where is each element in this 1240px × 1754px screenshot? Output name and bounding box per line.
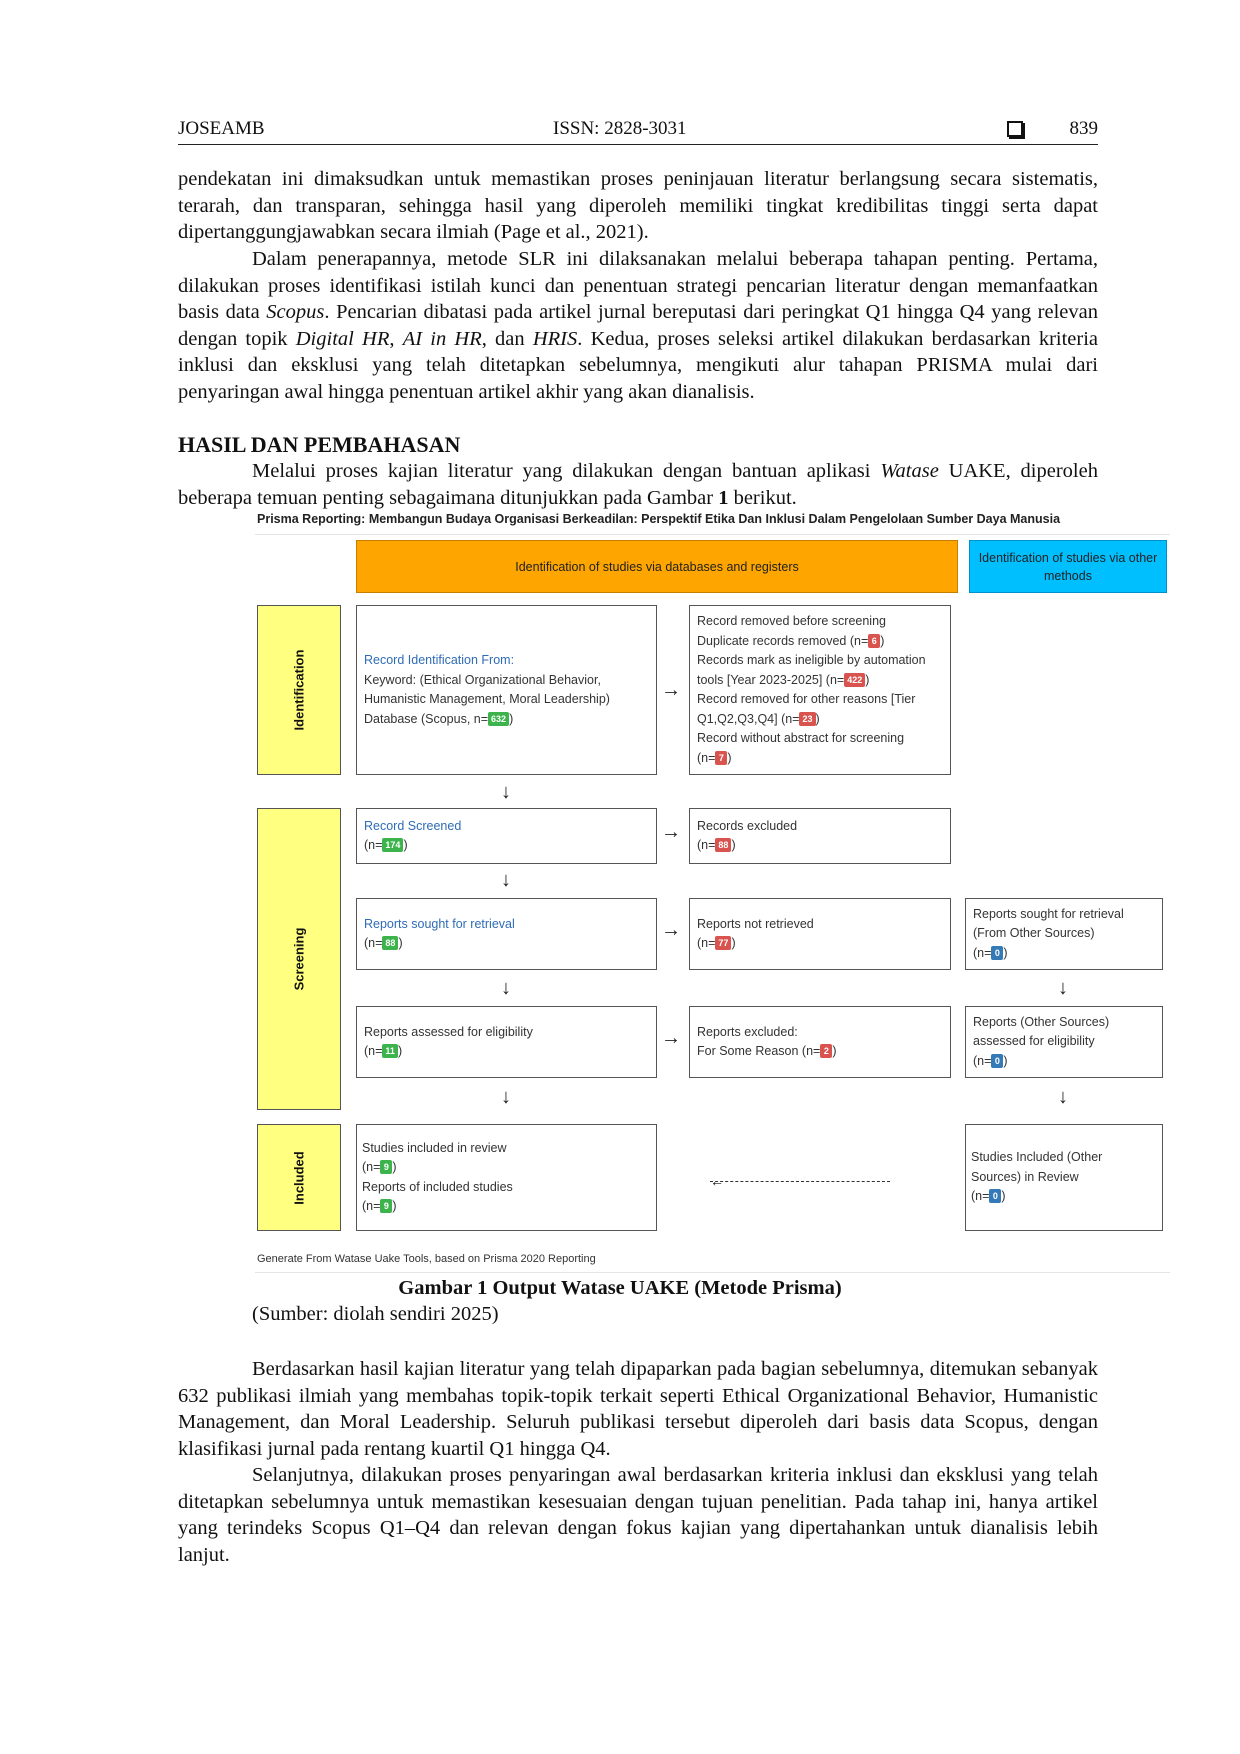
paragraph-3 bbox=[178, 458, 1098, 511]
text-run: ) bbox=[397, 1044, 403, 1058]
count-badge: 0 bbox=[991, 1054, 1003, 1068]
arrow-down-icon: ↓ bbox=[501, 977, 511, 999]
text-run: ) bbox=[865, 672, 870, 687]
count-badge: 23 bbox=[799, 712, 815, 726]
text-run: ) bbox=[731, 936, 736, 950]
bold-figure-number: 1 bbox=[718, 486, 729, 509]
count-badge: 0 bbox=[989, 1189, 1001, 1203]
text-line: Record removed before screening bbox=[697, 614, 886, 628]
count-line bbox=[697, 1042, 943, 1062]
text-run: Records mark as ineligible by automation tools [Year 2023-2025] (n= bbox=[697, 653, 926, 687]
italic-scopus: Scopus bbox=[266, 301, 325, 323]
phase-label: Included bbox=[291, 1150, 307, 1205]
text-run: (n= bbox=[697, 750, 716, 765]
text-run: (n= bbox=[362, 1199, 381, 1213]
text-run: (n= bbox=[973, 945, 992, 960]
italic-hris: HRIS bbox=[532, 327, 578, 350]
assessed-box bbox=[356, 1006, 657, 1078]
text-run: ) bbox=[832, 1044, 837, 1058]
figure-title: Prisma Reporting: Membangun Budaya Organisasi Berkeadilan: Perspektif Etika Dan Inklusi Dalam Pengelolaan Sumber Daya Manusia bbox=[257, 512, 1061, 526]
text-run: ) bbox=[398, 936, 403, 950]
count-badge: 9 bbox=[380, 1160, 392, 1174]
box-title: Reports (Other Sources) assessed for eligibility bbox=[973, 1014, 1110, 1049]
box-title: Record Screened bbox=[364, 818, 462, 833]
count-line bbox=[364, 836, 649, 856]
text-line bbox=[697, 632, 943, 652]
text-run: ) bbox=[880, 633, 885, 648]
text-run: ) bbox=[815, 711, 820, 726]
count-badge: 9 bbox=[380, 1199, 392, 1213]
box-title: Reports not retrieved bbox=[697, 916, 814, 931]
italic-ai-in-hr: AI in HR bbox=[402, 327, 482, 350]
phase-included bbox=[257, 1124, 341, 1231]
figure-source: (Sumber: diolah sendiri 2025) bbox=[252, 1303, 499, 1325]
text-line bbox=[697, 651, 943, 690]
text-line bbox=[697, 690, 943, 729]
count-line bbox=[973, 1052, 1155, 1072]
arrow-down-icon: ↓ bbox=[1058, 977, 1068, 999]
count-badge: 2 bbox=[820, 1044, 832, 1058]
box-title: Reports sought for retrieval bbox=[364, 916, 515, 931]
paragraph-2 bbox=[178, 246, 1098, 405]
count-badge: 0 bbox=[991, 946, 1003, 960]
removed-box bbox=[689, 605, 951, 775]
screened-box bbox=[356, 808, 657, 864]
count-line bbox=[364, 1042, 649, 1062]
arrow-left-icon: ← bbox=[710, 1173, 724, 1189]
included-other-box bbox=[965, 1124, 1163, 1231]
dashed-connector bbox=[710, 1181, 890, 1182]
text-run: For Some Reason (n= bbox=[697, 1044, 821, 1058]
text-run: , bbox=[389, 327, 403, 350]
count-badge: 7 bbox=[715, 751, 727, 765]
paragraph-5: Selanjutnya, dilakukan proses penyaringan awal berdasarkan kriteria inklusi dan eksklusi yang telah ditetapkan sebelumnya untuk memastikan kesesuaian dengan tujuan penelitian. Pada tahap ini, hanya artikel yang terindeks Scopus Q1–Q4 dan relevan dengan fokus kajian yang dipertahankan untuk dianalisis lebih lanjut. bbox=[178, 1464, 1098, 1566]
excluded-box bbox=[689, 808, 951, 864]
text-run: ) bbox=[1003, 1053, 1008, 1068]
not-retrieved-box bbox=[689, 898, 951, 970]
box-title: Reports sought for retrieval (From Other Sources) bbox=[973, 906, 1124, 941]
count-badge: 6 bbox=[868, 634, 880, 648]
issn: ISSN: 2828-3031 bbox=[553, 118, 687, 139]
prisma-figure bbox=[255, 512, 1170, 1277]
page-number: 839 bbox=[1069, 118, 1098, 139]
box-title: Studies Included (Other Sources) in Review bbox=[971, 1150, 1103, 1184]
text-run: (n= bbox=[971, 1189, 990, 1204]
arrow-right-icon: → bbox=[661, 679, 681, 701]
included-box bbox=[356, 1124, 657, 1231]
arrow-right-icon: → bbox=[661, 919, 681, 941]
text-run: (n= bbox=[364, 936, 383, 950]
sought-other-box bbox=[965, 898, 1163, 970]
italic-digital-hr: Digital HR bbox=[295, 327, 390, 350]
italic-watase: Watase bbox=[880, 460, 939, 482]
text-line: Studies included in review bbox=[362, 1140, 507, 1155]
text-run: ) bbox=[1001, 1189, 1006, 1204]
header-databases: Identification of studies via databases and registers bbox=[356, 540, 958, 593]
text-line: Record without abstract for screening bbox=[697, 731, 905, 745]
count-badge: 174 bbox=[382, 838, 403, 852]
figure-bottom-rule bbox=[255, 1272, 1170, 1273]
header-other-methods: Identification of studies via other methods bbox=[969, 540, 1167, 593]
text-run: (n= bbox=[697, 936, 716, 950]
box-title: Reports excluded: bbox=[697, 1024, 798, 1039]
text-run: ) bbox=[1003, 945, 1008, 960]
arrow-down-icon: ↓ bbox=[501, 869, 511, 891]
identification-box bbox=[356, 605, 657, 775]
box-title: Records excluded bbox=[697, 818, 798, 833]
page-header bbox=[178, 118, 1098, 145]
count-badge: 11 bbox=[382, 1044, 398, 1058]
text-run: ) bbox=[403, 838, 408, 852]
count-badge: 88 bbox=[715, 838, 731, 852]
text-run: Duplicate records removed (n= bbox=[697, 633, 869, 648]
journal-name: JOSEAMB bbox=[178, 118, 265, 139]
text-run: (n= bbox=[697, 838, 716, 852]
count-line bbox=[364, 934, 649, 954]
text-run: ) bbox=[731, 838, 736, 852]
text-run: , dan bbox=[481, 327, 533, 350]
text-run: ) bbox=[392, 1160, 397, 1174]
text-run: . Pencarian dibatasi pada artikel jurnal bereputasi dari peringkat Q1 hingga Q4 yang relevan dengan topik bbox=[178, 301, 1098, 350]
box-title: Record Identification From: bbox=[364, 653, 515, 667]
figure-footer: Generate From Watase Uake Tools, based on Prisma 2020 Reporting bbox=[257, 1253, 596, 1265]
text-run: ) bbox=[392, 1199, 397, 1213]
arrow-down-icon: ↓ bbox=[1058, 1086, 1068, 1108]
count-line bbox=[697, 934, 943, 954]
text-run: (n= bbox=[362, 1160, 381, 1174]
count-badge: 422 bbox=[844, 673, 865, 687]
arrow-down-icon: ↓ bbox=[501, 1086, 511, 1108]
section-heading: HASIL DAN PEMBAHASAN bbox=[178, 432, 461, 457]
count-line bbox=[973, 944, 1155, 964]
text-line bbox=[697, 749, 943, 769]
paragraph-4: Berdasarkan hasil kajian literatur yang telah dipaparkan pada bagian sebelumnya, ditemukan sebanyak 632 publikasi ilmiah yang membahas topik-topik terkait seperti Ethical Organizational Behavior, Humanistic Management, dan Moral Leadership. Seluruh publikasi tersebut diperoleh dari basis data Scopus, dengan klasifikasi jurnal pada rentang kuartil Q1 hingga Q4. bbox=[178, 1358, 1098, 1460]
arrow-right-icon: → bbox=[661, 821, 681, 843]
paragraph-1: pendekatan ini dimaksudkan untuk memastikan proses peninjauan literatur berlangsung secara sistematis, terarah, dan transparan, sehingga hasil yang diperoleh memiliki tingkat kredibilitas tinggi serta dapat dipertanggungjawabkan secara ilmiah (Page et al., 2021). bbox=[178, 168, 1098, 243]
text-run: Dalam penerapannya, metode SLR ini dilaksanakan melalui beberapa tahapan penting. Pertama, dilakukan proses identifikasi istilah kunci dan penentuan strategi pencarian literatur dengan memanfaatkan basis data bbox=[178, 248, 1098, 323]
text-run: (n= bbox=[364, 1044, 383, 1058]
text-run: Melalui proses kajian literatur yang dilakukan dengan bantuan aplikasi bbox=[252, 460, 881, 482]
text-run: Database (Scopus, n= bbox=[364, 711, 489, 726]
phase-identification bbox=[257, 605, 341, 775]
text-run: Record removed for other reasons [Tier Q1,Q2,Q3,Q4] (n= bbox=[697, 692, 916, 726]
phase-screening bbox=[257, 808, 341, 1110]
count-line bbox=[362, 1197, 649, 1217]
text-run: UAKE, diperoleh beberapa temuan penting sebagaimana ditunjukkan pada Gambar bbox=[178, 460, 1098, 509]
checkbox-square-icon bbox=[1007, 121, 1023, 137]
text-run: berikut. bbox=[728, 486, 797, 509]
count-badge: 88 bbox=[382, 936, 398, 950]
arrow-down-icon: ↓ bbox=[501, 781, 511, 803]
reports-excluded-box bbox=[689, 1006, 951, 1078]
figure-caption: Gambar 1 Output Watase UAKE (Metode Prisma) bbox=[398, 1277, 842, 1299]
count-line bbox=[971, 1187, 1155, 1207]
text-run: . Kedua, proses seleksi artikel dilakukan berdasarkan kriteria inklusi dan eksklusi yang telah ditetapkan sebelumnya, mengikuti alur tahapan PRISMA mulai dari penyaringan awal hingga penentuan artikel akhir yang akan dianalisis. bbox=[178, 327, 1099, 403]
text-run: ) bbox=[509, 711, 514, 726]
count-line bbox=[697, 836, 943, 856]
text-run: ) bbox=[727, 750, 732, 765]
phase-label: Screening bbox=[291, 927, 307, 991]
text-run: (n= bbox=[364, 838, 383, 852]
phase-label: Identification bbox=[291, 649, 307, 731]
database-line bbox=[364, 710, 649, 730]
keyword-line: Keyword: (Ethical Organizational Behavior, Humanistic Management, Moral Leadership) bbox=[364, 672, 610, 706]
count-badge: 77 bbox=[715, 936, 731, 950]
box-title: Reports assessed for eligibility bbox=[364, 1024, 533, 1039]
figure-top-rule bbox=[255, 534, 1170, 535]
count-badge: 632 bbox=[488, 712, 509, 726]
text-line: Reports of included studies bbox=[362, 1179, 513, 1194]
sought-box bbox=[356, 898, 657, 970]
count-line bbox=[362, 1158, 649, 1178]
assessed-other-box bbox=[965, 1006, 1163, 1078]
text-run: (n= bbox=[973, 1053, 992, 1068]
arrow-right-icon: → bbox=[661, 1027, 681, 1049]
